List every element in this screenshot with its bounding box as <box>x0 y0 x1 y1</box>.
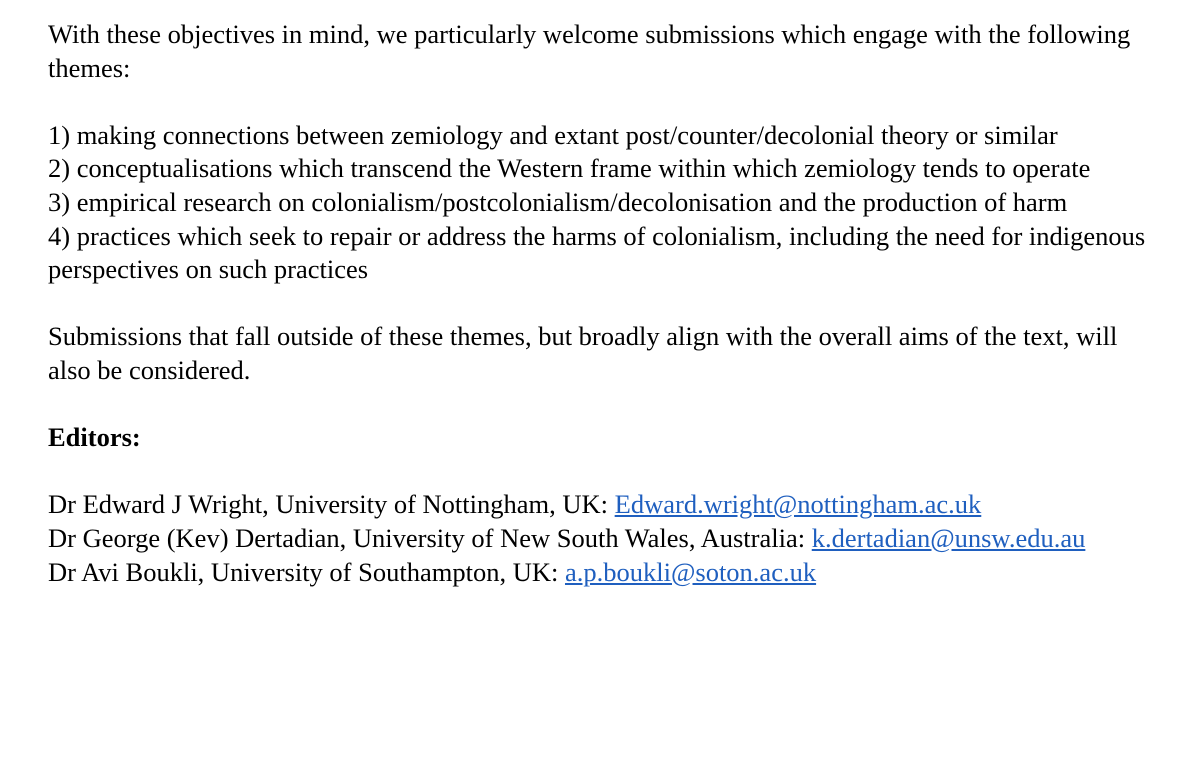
editor-entry-1 <box>48 488 1158 522</box>
blank-line <box>48 455 1158 489</box>
editor-email-link[interactable]: a.p.boukli@soton.ac.uk <box>564 556 817 587</box>
theme-item-3: 3) empirical research on colonialism/postcolonialism/decolonisation and the production of harm <box>48 186 1068 217</box>
editor-email-link[interactable]: k.dertadian@unsw.edu.au <box>811 522 1086 553</box>
theme-item-4: 4) practices which seek to repair or address the harms of colonialism, including the need for indigenous perspectives on such practices <box>48 220 1146 285</box>
editor-entry-3 <box>48 556 1158 590</box>
editor-text: Dr Avi Boukli, University of Southampton, UK: <box>48 556 565 587</box>
blank-line <box>48 85 1158 119</box>
intro-paragraph: With these objectives in mind, we particularly welcome submissions which engage with the following themes: <box>48 19 1131 83</box>
closing-paragraph: Submissions that fall outside of these themes, but broadly align with the overall aims of the text, will also be considered. <box>48 321 1118 385</box>
theme-item-1: 1) making connections between zemiology and extant post/counter/decolonial theory or similar <box>48 119 1058 150</box>
theme-item-2: 2) conceptualisations which transcend the Western frame within which zemiology tends to operate <box>48 153 1091 184</box>
editor-text: Dr George (Kev) Dertadian, University of New South Wales, Australia: <box>48 522 812 553</box>
document-page <box>48 18 1158 589</box>
editor-email-link[interactable]: Edward.wright@nottingham.ac.uk <box>614 489 982 520</box>
editors-heading: Editors: <box>48 422 141 453</box>
editor-entry-2 <box>48 522 1158 556</box>
editor-text: Dr Edward J Wright, University of Nottingham, UK: <box>48 489 615 520</box>
blank-line <box>48 388 1158 422</box>
blank-line <box>48 287 1158 321</box>
